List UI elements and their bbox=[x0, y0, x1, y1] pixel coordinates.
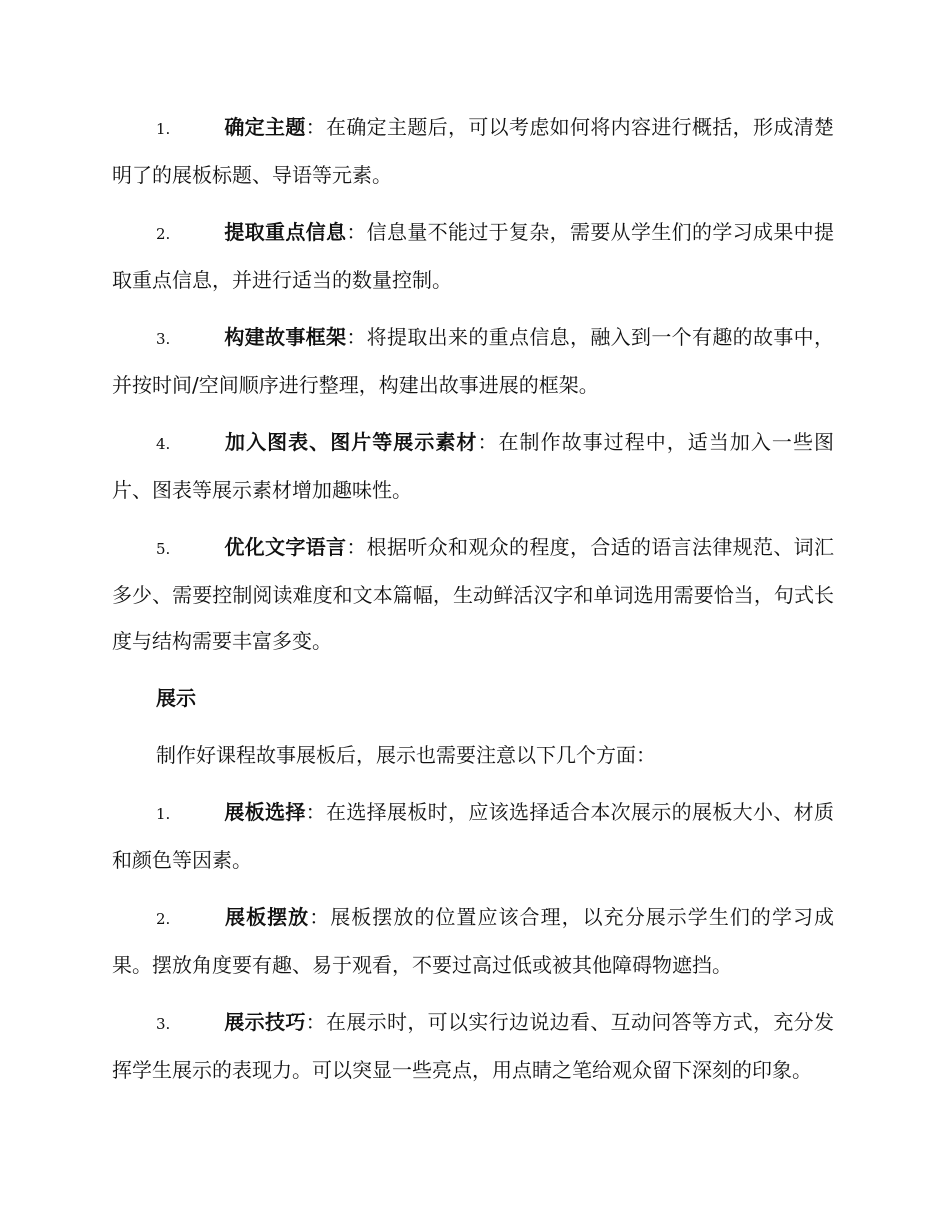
item-term: 展板选择 bbox=[224, 800, 306, 824]
list-item bbox=[112, 209, 834, 303]
list-item bbox=[112, 894, 834, 988]
item-term: 展板摆放 bbox=[224, 905, 310, 929]
item-text: ：在制作故事过程中，适当加入一些图片、图表等展示素材增加趣味性。 bbox=[112, 430, 835, 502]
list-item bbox=[112, 999, 834, 1093]
item-term: 展示技巧 bbox=[224, 1010, 306, 1034]
item-text: ：根据听众和观众的程度，合适的语言法律规范、词汇多少、需要控制阅读难度和文本篇幅，生动鲜活汉字和单词选用需要恰当，句式长度与结构需要丰富多变。 bbox=[112, 535, 835, 653]
intro-paragraph: 制作好课程故事展板后，展示也需要注意以下几个方面： bbox=[156, 743, 656, 767]
item-term: 确定主题 bbox=[224, 115, 306, 139]
list-number: 2. bbox=[156, 910, 171, 928]
item-text: ：展板摆放的位置应该合理，以充分展示学生们的学习成果。摆放角度要有趣、易于观看，不要过高过低或被其他障碍物遮挡。 bbox=[112, 905, 835, 977]
item-text: ：信息量不能过于复杂，需要从学生们的学习成果中提取重点信息，并进行适当的数量控制。 bbox=[112, 220, 835, 292]
list-number: 4. bbox=[156, 435, 171, 453]
list-item bbox=[112, 524, 834, 664]
list-item bbox=[112, 789, 834, 883]
list-number: 2. bbox=[156, 225, 171, 243]
item-term: 提取重点信息 bbox=[224, 220, 347, 244]
item-text: ：将提取出来的重点信息，融入到一个有趣的故事中，并按时间/空间顺序进行整理，构建出故事进展的框架。 bbox=[112, 325, 835, 397]
list-item bbox=[112, 419, 834, 513]
item-text: ：在确定主题后，可以考虑如何将内容进行概括，形成清楚明了的展板标题、导语等元素。 bbox=[112, 115, 835, 187]
item-text: ：在展示时，可以实行边说边看、互动问答等方式，充分发挥学生展示的表现力。可以突显一些亮点，用点睛之笔给观众留下深刻的印象。 bbox=[112, 1010, 835, 1082]
item-text: ：在选择展板时，应该选择适合本次展示的展板大小、材质和颜色等因素。 bbox=[112, 800, 835, 872]
item-term: 构建故事框架 bbox=[224, 325, 347, 349]
list-number: 3. bbox=[156, 1015, 171, 1033]
list-number: 5. bbox=[156, 540, 171, 558]
list-number: 1. bbox=[156, 120, 171, 138]
item-term: 加入图表、图片等展示素材 bbox=[224, 430, 478, 454]
list-number: 3. bbox=[156, 330, 171, 348]
list-number: 1. bbox=[156, 805, 171, 823]
section-heading: 展示 bbox=[156, 686, 196, 710]
document-page bbox=[112, 104, 834, 1104]
item-term: 优化文字语言 bbox=[224, 535, 347, 559]
list-item bbox=[112, 314, 834, 408]
list-item bbox=[112, 104, 834, 198]
